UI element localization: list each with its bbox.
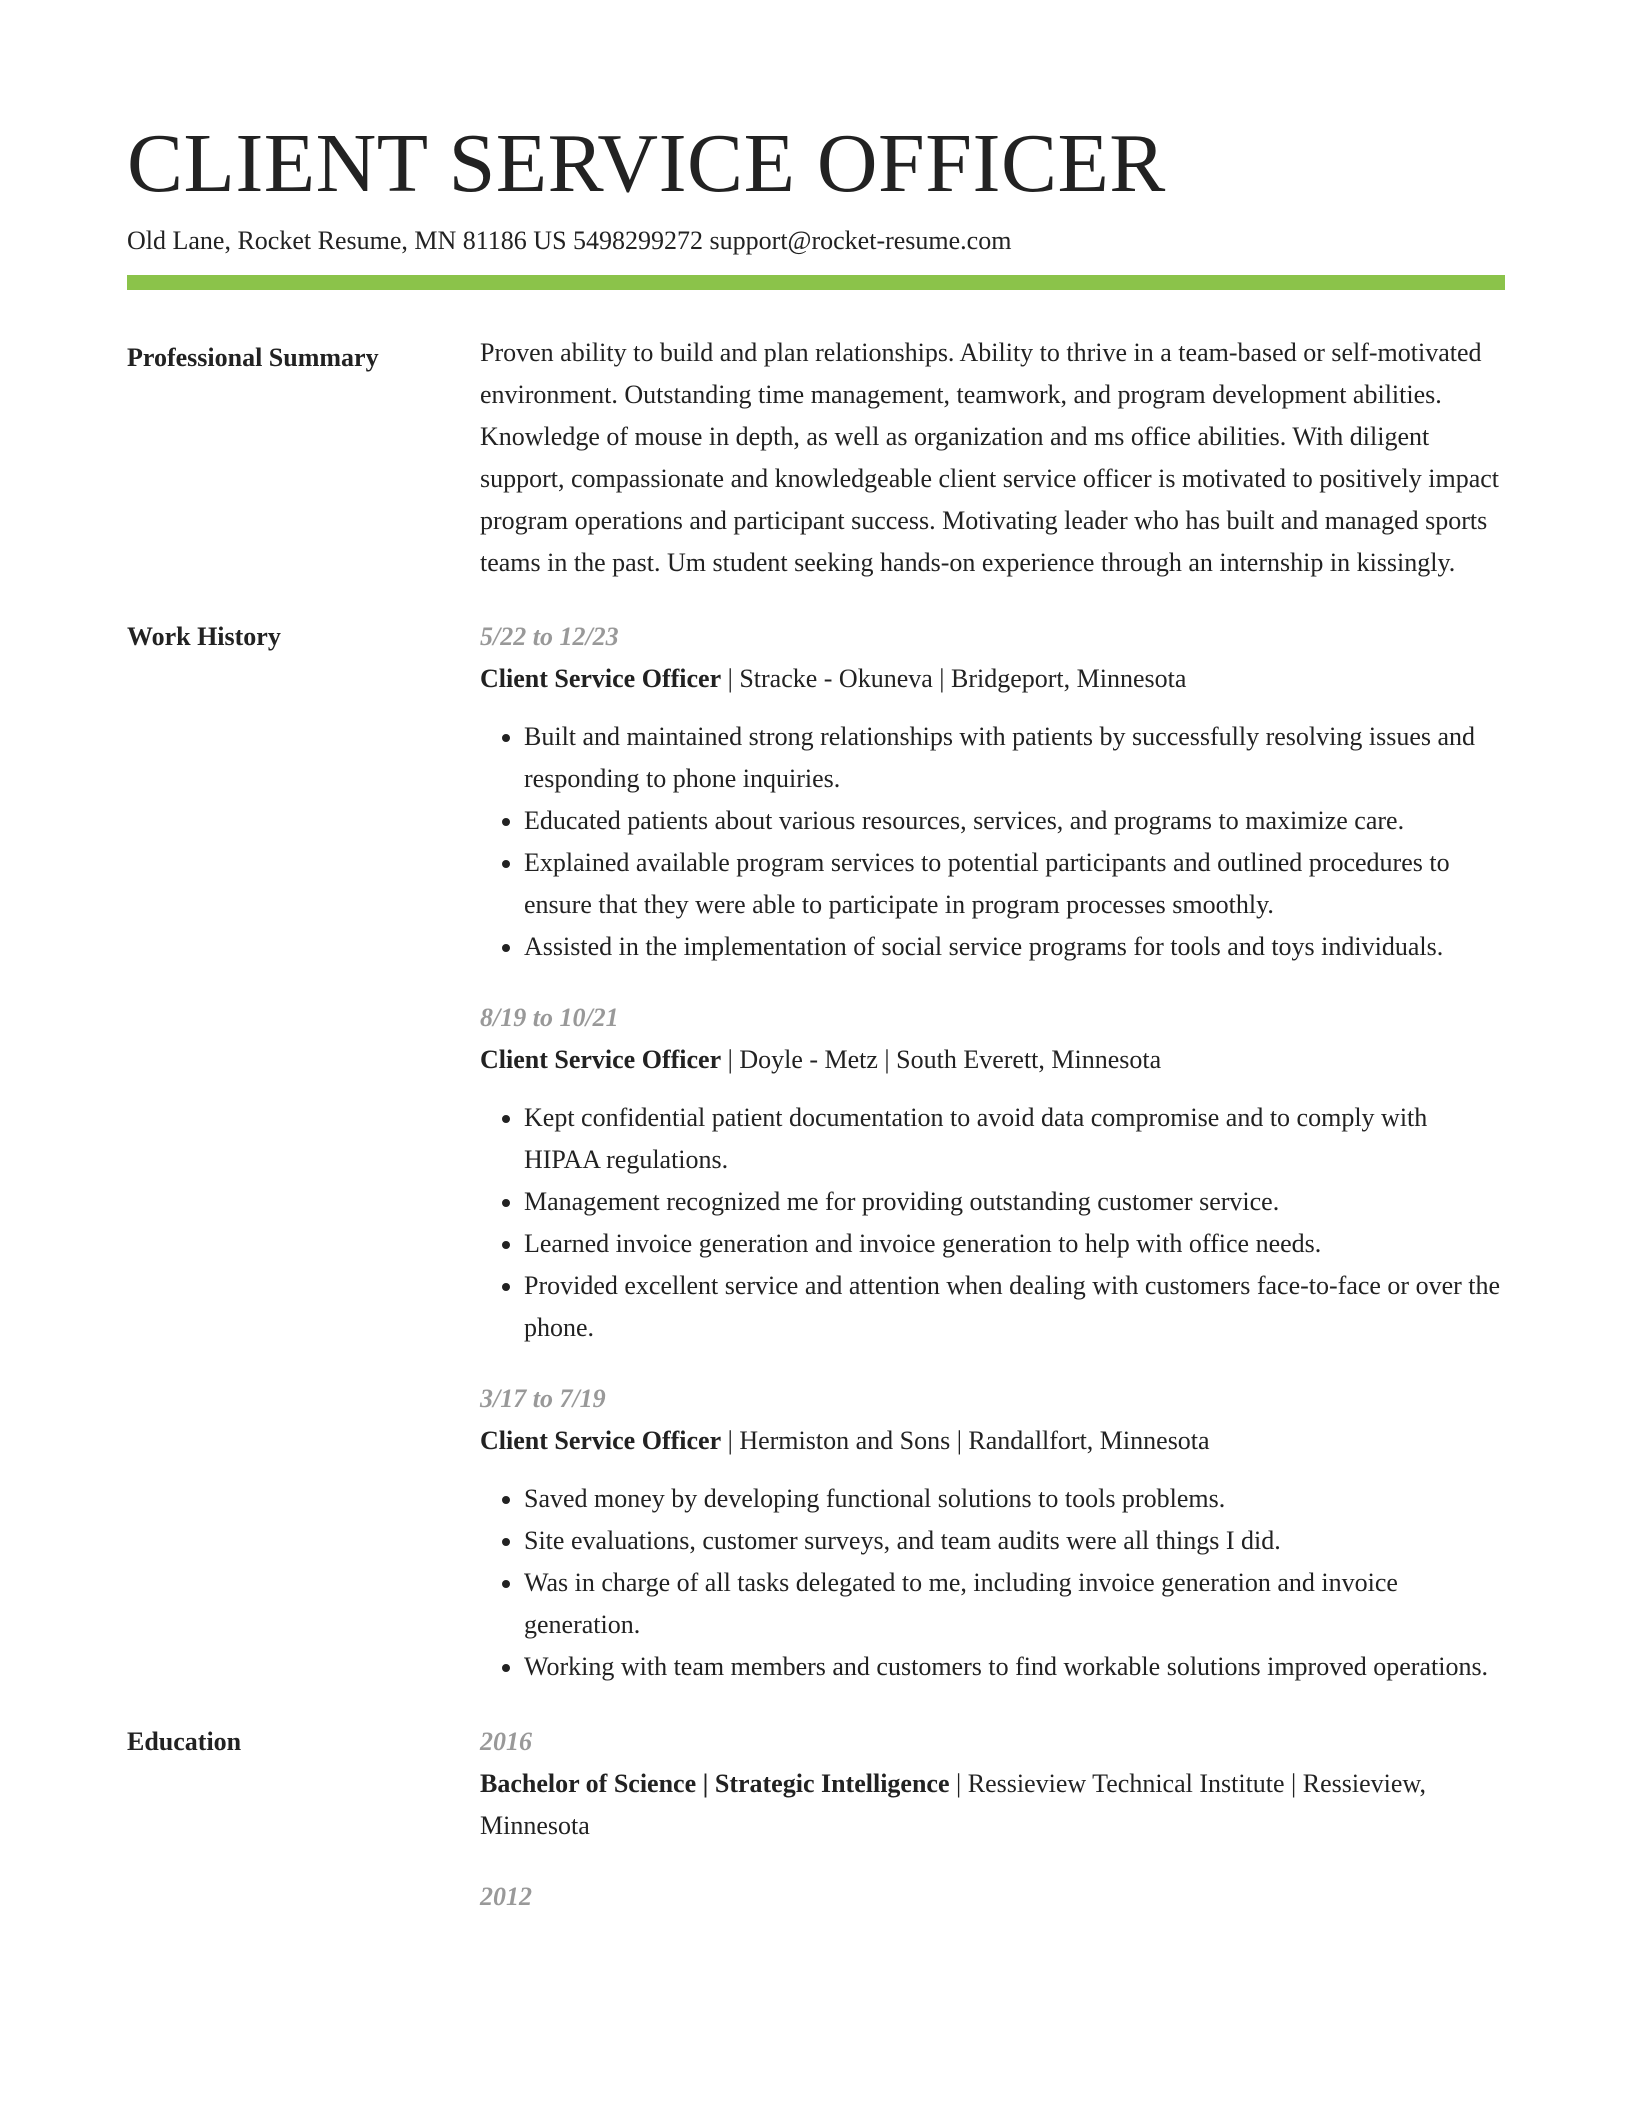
job-details: | Stracke - Okuneva | Bridgeport, Minnesota bbox=[721, 664, 1187, 694]
job-bullets bbox=[480, 1097, 1505, 1349]
job-role: Client Service Officer bbox=[480, 664, 722, 694]
job-bullet: • Provided excellent service and attention when dealing with customers face-to-face or over the phone. bbox=[524, 1265, 1505, 1349]
job-role: Client Service Officer bbox=[480, 1045, 722, 1075]
job-details: | Doyle - Metz | South Everett, Minnesota bbox=[721, 1045, 1162, 1075]
job-bullet: • Was in charge of all tasks delegated to me, including invoice generation and invoice generation. bbox=[524, 1562, 1505, 1646]
education-details: | Ressieview Technical Institute | Ressieview, Minnesota bbox=[480, 1769, 1426, 1841]
job-bullet: • Educated patients about various resources, services, and programs to maximize care. bbox=[524, 800, 1505, 842]
job-bullet: • Explained available program services to potential participants and outlined procedures to ensure that they were able to participate in program processes smoothly. bbox=[524, 842, 1505, 926]
work-history-heading: Work History bbox=[127, 622, 281, 652]
education-degree-line bbox=[480, 1763, 1505, 1847]
summary-text: Proven ability to build and plan relationships. Ability to thrive in a team-based or self-motivated environment. Outstanding time management, teamwork, and program development abilities. Knowledge of mouse in depth, as well as organization and ms office abilities. With diligent support, compassionate and knowledgeable client service officer is motivated to positively impact program operations and participant success. Motivating leader who has built and managed sports teams in the past. Um student seeking hands-on experience through an internship in kissingly. bbox=[480, 338, 1500, 578]
education-heading: Education bbox=[127, 1727, 242, 1757]
jobs-list bbox=[480, 619, 1505, 1688]
job-entry bbox=[480, 1378, 1505, 1688]
job-bullet: • Management recognized me for providing outstanding customer service. bbox=[524, 1181, 1505, 1223]
job-role: Client Service Officer bbox=[480, 1426, 722, 1456]
job-bullet: • Working with team members and customers to find workable solutions improved operations. bbox=[524, 1646, 1505, 1688]
job-bullet: • Learned invoice generation and invoice generation to help with office needs. bbox=[524, 1223, 1505, 1265]
summary-section bbox=[127, 340, 1505, 584]
job-bullet: • Assisted in the implementation of social service programs for tools and toys individuals. bbox=[524, 926, 1505, 968]
education-entry bbox=[480, 1876, 1505, 1918]
education-section bbox=[127, 1724, 1505, 1918]
job-role-line bbox=[480, 1039, 1505, 1081]
education-degree: Bachelor of Science | Strategic Intelligence bbox=[480, 1769, 950, 1799]
job-details: | Hermiston and Sons | Randallfort, Minnesota bbox=[721, 1426, 1210, 1456]
work-history-section bbox=[127, 619, 1505, 1688]
job-entry bbox=[480, 616, 1505, 968]
job-bullets bbox=[480, 716, 1505, 968]
job-bullet: • Site evaluations, customer surveys, and team audits were all things I did. bbox=[524, 1520, 1505, 1562]
contact-line: Old Lane, Rocket Resume, MN 81186 US 5498299272 support@rocket-resume.com bbox=[127, 226, 1012, 256]
job-date: 8/19 to 10/21 bbox=[480, 1003, 619, 1033]
resume-page bbox=[127, 118, 1505, 1918]
job-date: 3/17 to 7/19 bbox=[480, 1384, 606, 1414]
accent-divider bbox=[127, 275, 1505, 290]
summary-heading: Professional Summary bbox=[127, 343, 379, 373]
education-date: 2012 bbox=[480, 1882, 532, 1912]
job-bullet: • Kept confidential patient documentation to avoid data compromise and to comply with HIPAA regulations. bbox=[524, 1097, 1505, 1181]
education-date: 2016 bbox=[480, 1727, 532, 1757]
job-entry bbox=[480, 997, 1505, 1349]
education-entry bbox=[480, 1721, 1505, 1847]
job-role-line bbox=[480, 658, 1505, 700]
job-bullets bbox=[480, 1478, 1505, 1688]
job-bullet: • Saved money by developing functional solutions to tools problems. bbox=[524, 1478, 1505, 1520]
job-bullet: • Built and maintained strong relationships with patients by successfully resolving issues and responding to phone inquiries. bbox=[524, 716, 1505, 800]
job-role-line bbox=[480, 1420, 1505, 1462]
job-date: 5/22 to 12/23 bbox=[480, 622, 619, 652]
resume-title: CLIENT SERVICE OFFICER bbox=[127, 117, 1166, 210]
